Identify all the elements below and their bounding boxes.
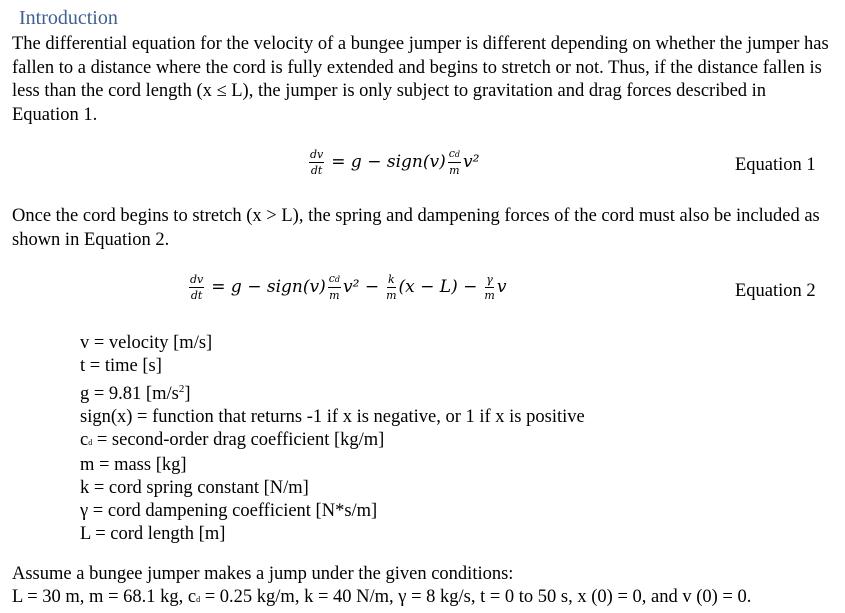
equation-1 <box>307 147 479 177</box>
section-heading: Introduction <box>19 7 118 29</box>
def-time: t = time [s] <box>80 356 162 376</box>
def-gravity: g = 9.81 $[m/s^2]$ <box>80 383 191 405</box>
eq2-rhs-d: v <box>496 277 507 297</box>
def-cord-length: L = cord length [m] <box>80 524 226 545</box>
equation-1-label: Equation 1 <box>735 155 816 175</box>
eq2-spring-fraction: $\frac{k}{m}$ <box>386 272 397 302</box>
eq2-damping-fraction: $\frac{\gamma}{m}$ <box>484 272 495 302</box>
variable-definitions <box>80 332 585 546</box>
conditions-intro: Assume a bungee jumper makes a jump under the given conditions: <box>12 564 514 584</box>
eq1-rhs-a: = g − sign(v) <box>331 152 446 172</box>
intro-paragraph: The differential equation for the velocity of a bungee jumper is different depending on whether the jumper has fallen to a distance where the cord is fully extended and begins to stretch or not. Thus, if the distance fallen is less than the cord length (x ≤ L), the jumper is only subject to gravitation and drag forces described in Equation 1. <box>12 34 829 125</box>
def-mass: m = mass [kg] <box>80 455 187 476</box>
eq1-derivative: $\frac{dv}{dt}$ <box>310 147 324 177</box>
eq1-drag-fraction: $\frac{cd}{m}$ <box>448 147 461 177</box>
equation-2 <box>187 272 506 302</box>
eq2-derivative: $\frac{dv}{dt}$ <box>190 272 204 302</box>
eq2-rhs-a: = g − sign(v) <box>211 277 326 297</box>
eq2-drag-fraction: $\frac{cd}{m}$ <box>328 272 341 302</box>
eq2-rhs-b: v² − <box>343 277 380 297</box>
def-spring-constant: k = cord spring constant [N/m] <box>80 478 309 499</box>
def-damping-coefficient: γ = cord dampening coefficient [N*s/m] <box>80 501 378 522</box>
def-sign: sign(x) = function that returns -1 if x is negative, or 1 if x is positive <box>80 407 585 428</box>
conditions-values: L = 30 m, m = 68.1 kg, cd = 0.25 kg/m, k = 40 N/m, γ = 8 kg/s, t = 0 to 50 s, x (0) = 0, and v (0) = 0. <box>12 587 752 607</box>
def-drag-coefficient: cd = second-order drag coefficient [kg/m] <box>80 430 385 451</box>
stretch-paragraph: Once the cord begins to stretch (x > L), the spring and dampening forces of the cord must also be included as shown in Equation 2. <box>12 206 820 250</box>
eq2-rhs-c: (x − L) − <box>398 277 478 297</box>
eq1-rhs-b: v² <box>463 152 480 172</box>
def-velocity: v = velocity [m/s] <box>80 333 213 353</box>
equation-2-label: Equation 2 <box>735 281 816 301</box>
